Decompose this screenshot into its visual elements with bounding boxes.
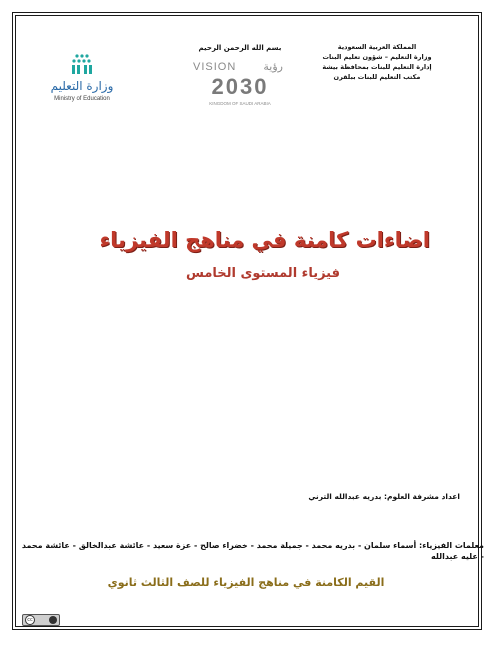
ministry-arabic-name: وزارة التعليم [50, 79, 114, 93]
ministry-emblem-icon [32, 52, 132, 102]
vision-year: 2030 [211, 74, 269, 99]
vision-caption: KINGDOM OF SAUDI ARABIA [209, 101, 271, 106]
header-line-kingdom: المملكة العربية السعودية [337, 43, 417, 51]
teachers-list: معلمات الفيزياء: أسماء سلمان - بدريه محمد - جميلة محمد - خضراء صالح - عزة سعيد - عائشة عبدالخالق - عائشة محمد - عليه عبدالله [21, 541, 484, 561]
header-line-ministry: وزارة التعليم – شؤون تعليم البنات [322, 53, 432, 61]
vision-arabic: رؤية [263, 60, 283, 73]
header-institution [302, 42, 452, 82]
main-title: اضاءات كامنة في مناهج الفيزياء [99, 228, 430, 252]
creative-commons-icon[interactable] [22, 614, 60, 626]
ministry-english-name: Ministry of Education [54, 96, 110, 102]
sub-title: فيزياء المستوى الخامس [185, 266, 340, 281]
ministry-of-education-logo [32, 52, 132, 106]
header-center [175, 44, 305, 110]
vision-word: VISION [193, 61, 237, 73]
basmala: بسم الله الرحمن الرحيم [198, 44, 282, 52]
attribution-icon [49, 616, 57, 624]
footer-title: القيم الكامنة في مناهج الفيزياء للصف الثالث ثانوي [107, 576, 385, 589]
cc-circle-icon: cc [25, 615, 35, 625]
header-line-office: مكتب التعليم للبنات ببلقرن [333, 73, 421, 81]
prepared-by: اعداد مشرفة العلوم: بدريه عبدالله الترني [308, 492, 460, 501]
vision-2030-logo [185, 58, 295, 110]
header-line-administration: إدارة التعليم للبنات بمحافظة بيشة [322, 63, 432, 71]
